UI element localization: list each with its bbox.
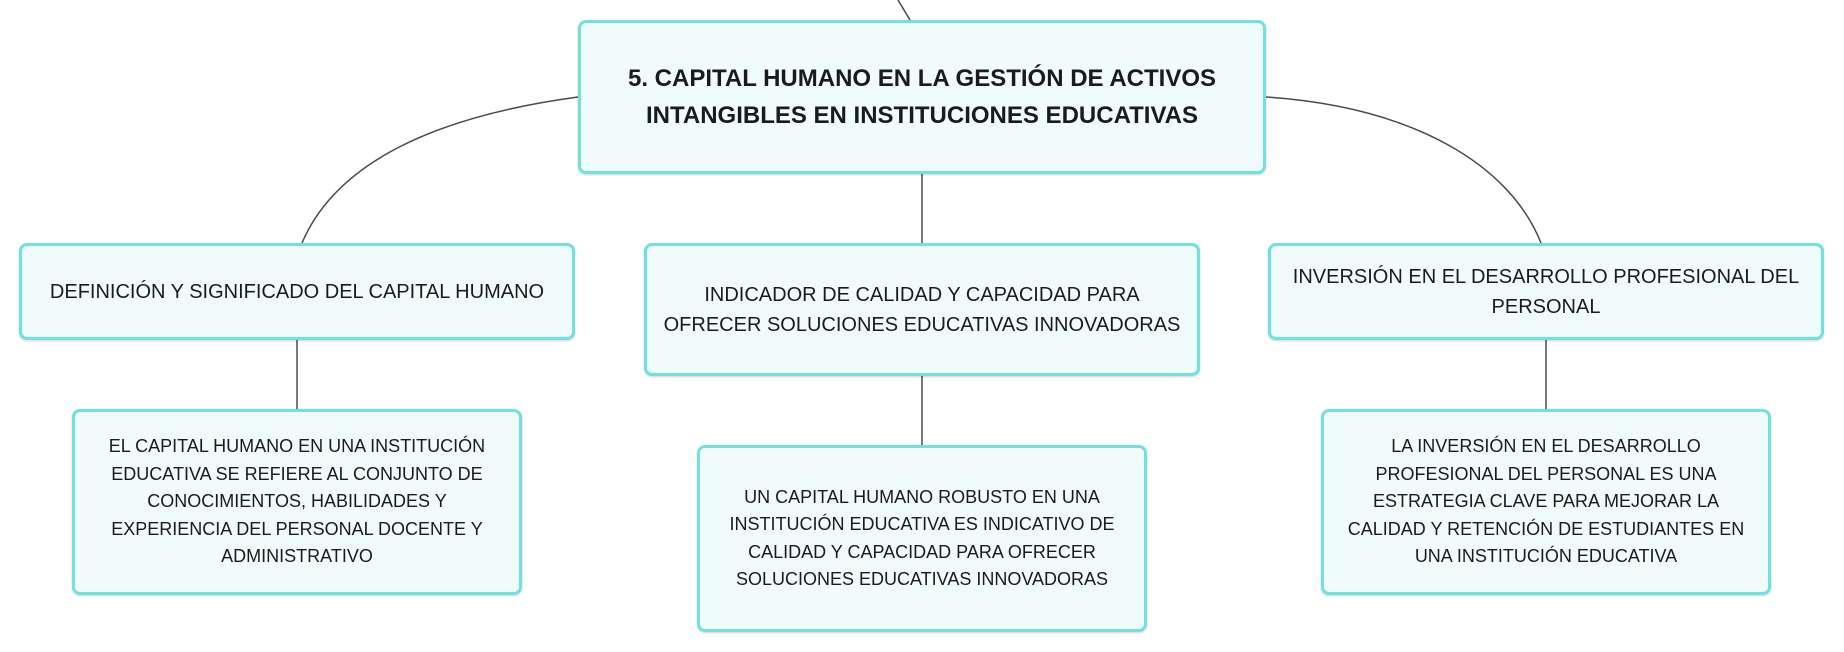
connector-parent-to-root xyxy=(898,0,910,20)
topic-node-inversion[interactable] xyxy=(1268,243,1824,340)
detail-node-indicador[interactable] xyxy=(697,445,1147,632)
root-topic-label: 5. CAPITAL HUMANO EN LA GESTIÓN DE ACTIVOS INTANGIBLES EN INSTITUCIONES EDUCATIVAS xyxy=(627,65,1217,129)
topic-label-definicion: DEFINICIÓN Y SIGNIFICADO DEL CAPITAL HUMANO xyxy=(49,280,545,303)
connector-root-to-inversion xyxy=(1266,97,1541,243)
detail-label-definicion: EL CAPITAL HUMANO EN UNA INSTITUCIÓN EDUCATIVA SE REFIERE AL CONJUNTO DE CONOCIMIENTOS, HABILIDADES Y EXPERIENCIA DEL PERSONAL DOCENTE Y ADMINISTRATIVO xyxy=(108,436,486,567)
detail-label-inversion: LA INVERSIÓN EN EL DESARROLLO PROFESIONAL DEL PERSONAL ES UNA ESTRATEGIA CLAVE PARA MEJORAR LA CALIDAD Y RETENCIÓN DE ESTUDIANTES EN UNA INSTITUCIÓN EDUCATIVA xyxy=(1347,436,1745,567)
topic-node-indicador[interactable] xyxy=(644,243,1200,376)
detail-node-definicion[interactable] xyxy=(72,409,522,595)
topic-node-definicion[interactable] xyxy=(19,243,575,340)
detail-node-inversion[interactable] xyxy=(1321,409,1771,595)
topic-label-indicador: INDICADOR DE CALIDAD Y CAPACIDAD PARA OFRECER SOLUCIONES EDUCATIVAS INNOVADORAS xyxy=(663,283,1181,336)
topic-label-inversion: INVERSIÓN EN EL DESARROLLO PROFESIONAL DEL PERSONAL xyxy=(1292,265,1800,318)
connector-root-to-definicion xyxy=(302,97,578,243)
root-topic-node[interactable] xyxy=(578,20,1266,174)
detail-label-indicador: UN CAPITAL HUMANO ROBUSTO EN UNA INSTITUCIÓN EDUCATIVA ES INDICATIVO DE CALIDAD Y CAPACIDAD PARA OFRECER SOLUCIONES EDUCATIVAS INNOVADORAS xyxy=(729,486,1115,589)
